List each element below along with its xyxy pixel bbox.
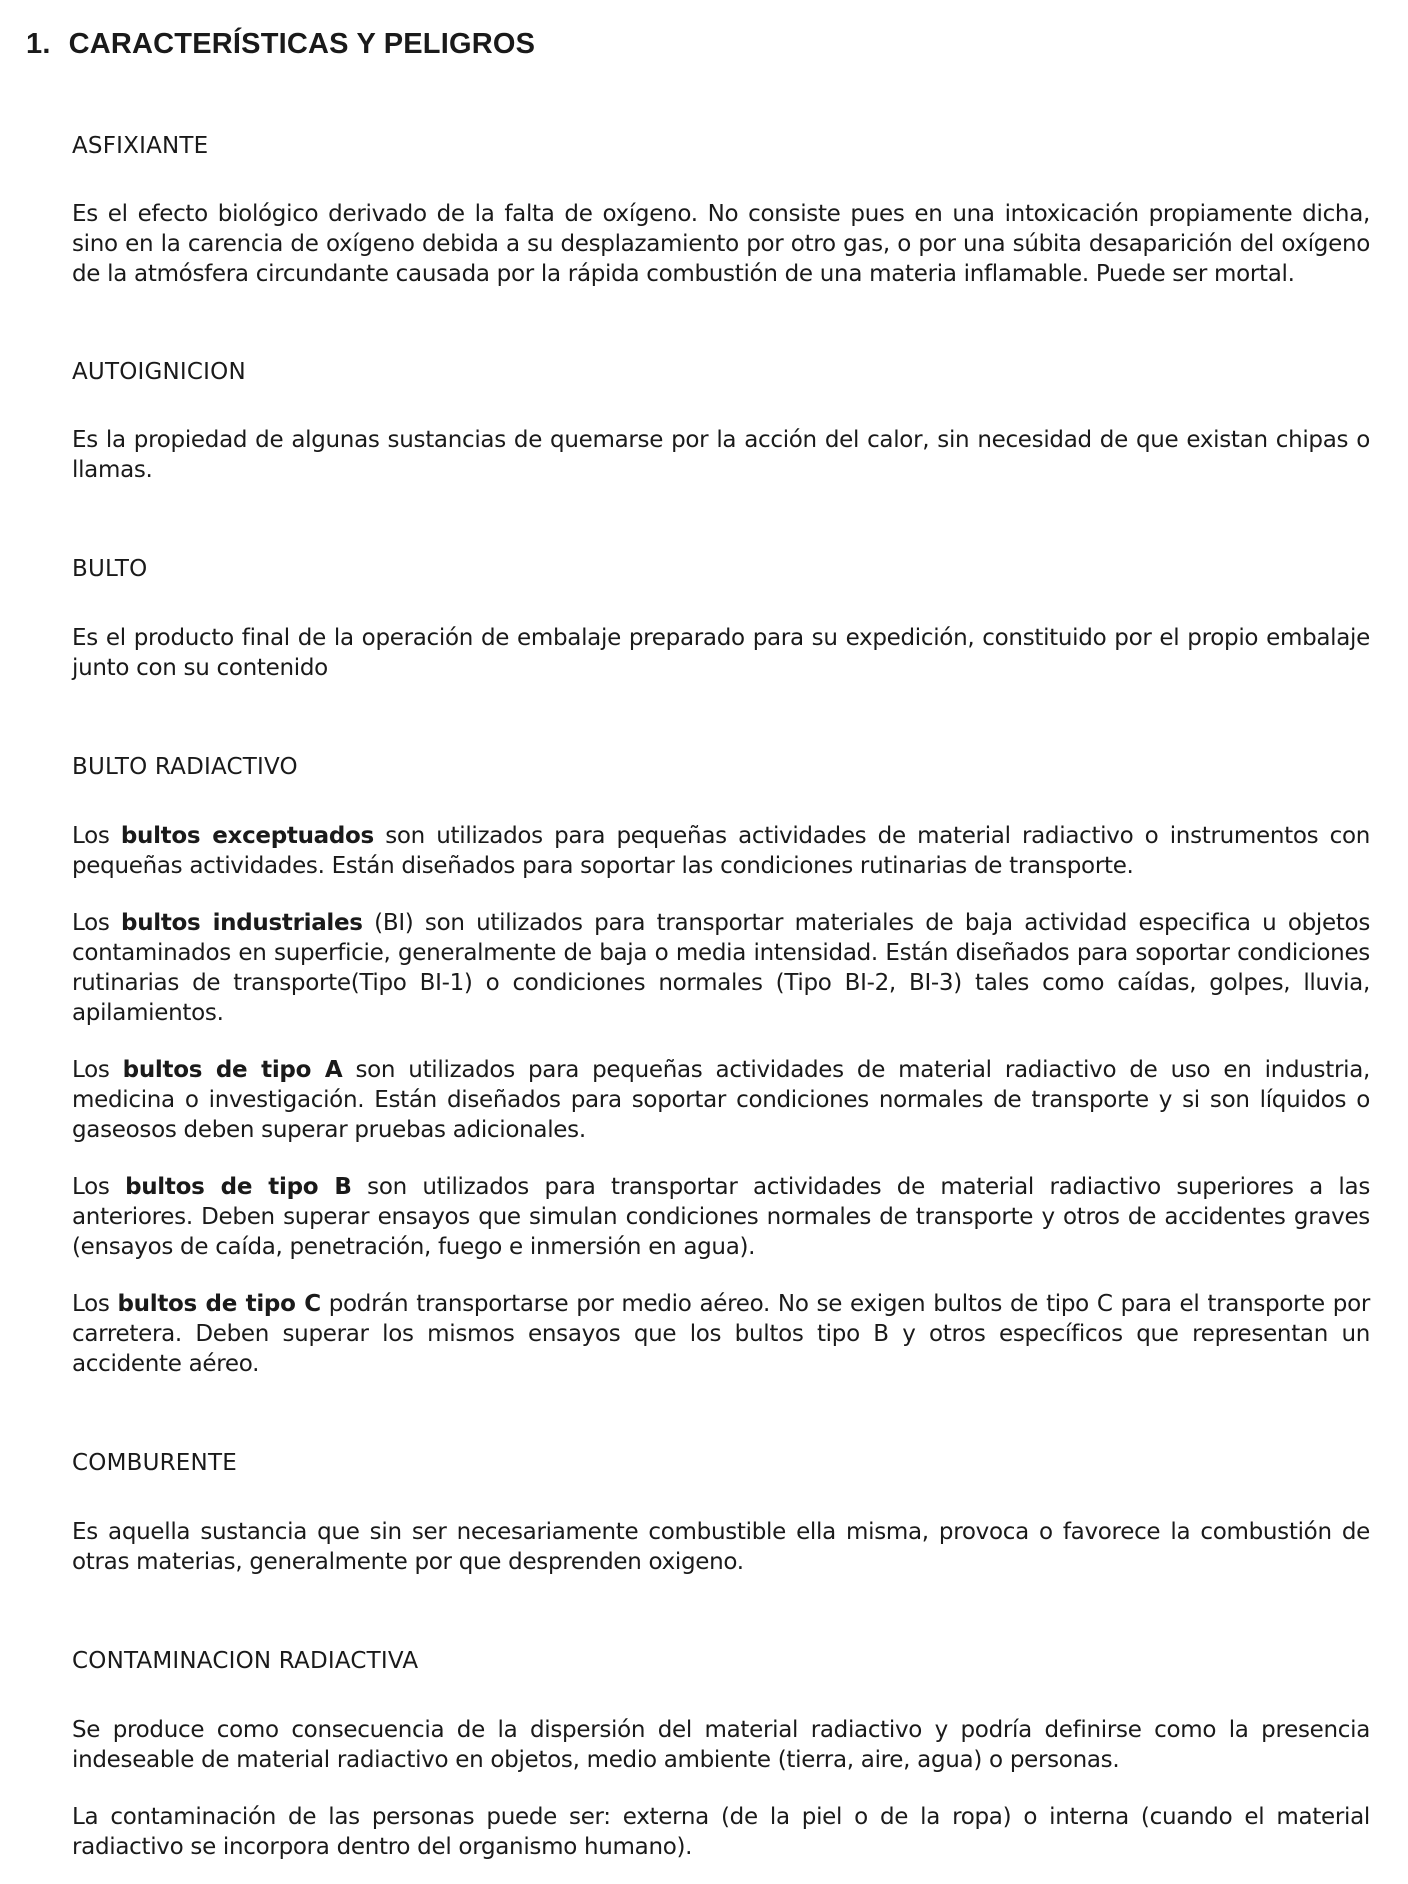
glossary-definition: Los bultos de tipo A son utilizados para pequeñas actividades de material radiactivo de uso en industria, medicina o investigación. Están diseñados para soportar condiciones normales de transporte y si son líquidos o gaseosos deben superar pruebas adicionales.: [72, 1057, 1371, 1143]
glossary-entry-bulto: [72, 554, 1370, 683]
glossary-term: CONTAMINACION RADIACTIVA: [72, 1648, 419, 1674]
glossary-term: BULTO: [72, 556, 148, 582]
glossary-definition: La contaminación de las personas puede ser: externa (de la piel o de la ropa) o interna (cuando el material radiactivo se incorpora dentro del organismo humano).: [72, 1804, 1370, 1860]
section-heading: [26, 28, 535, 61]
glossary-definition: Es el efecto biológico derivado de la falta de oxígeno. No consiste pues en una intoxicación propiamente dicha, sino en la carencia de oxígeno debida a su desplazamiento por otro gas, o por una súbita desaparición del oxígeno de la atmósfera circundante causada por la rápida combustión de una materia inflamable. Puede ser mortal.: [72, 201, 1370, 287]
glossary-definition: Es la propiedad de algunas sustancias de quemarse por la acción del calor, sin necesidad de que existan chipas o llamas.: [72, 427, 1370, 483]
glossary-definition: Es el producto final de la operación de embalaje preparado para su expedición, constituido por el propio embalaje junto con su contenido: [72, 625, 1370, 681]
glossary-definition: Es aquella sustancia que sin ser necesariamente combustible ella misma, provoca o favorece la combustión de otras materias, generalmente por que desprenden oxigeno.: [72, 1519, 1370, 1575]
glossary-term: ASFIXIANTE: [72, 133, 209, 159]
glossary-definition: Los bultos de tipo C podrán transportarse por medio aéreo. No se exigen bultos de tipo C para el transporte por carretera. Deben superar los mismos ensayos que los bultos tipo B y otros específicos que representan un accidente aéreo.: [72, 1291, 1371, 1377]
glossary-definition: Los bultos exceptuados son utilizados para pequeñas actividades de material radiactivo o instrumentos con pequeñas actividades. Están diseñados para soportar las condiciones rutinarias de transporte.: [72, 823, 1370, 879]
glossary-entry-autoignicion: [72, 357, 1370, 485]
glossary-entry-bulto-radiactivo: [72, 752, 1370, 1379]
glossary-definition: Los bultos de tipo B son utilizados para transportar actividades de material radiactivo superiores a las anteriores. Deben superar ensayos que simulan condiciones normales de transporte y otros de accidentes graves (ensayos de caída, penetración, fuego e inmersión en agua).: [72, 1174, 1370, 1260]
glossary-term: BULTO RADIACTIVO: [72, 754, 298, 780]
section-number: 1.: [26, 28, 51, 60]
glossary-entry-comburente: [72, 1448, 1370, 1577]
section-title: CARACTERÍSTICAS Y PELIGROS: [68, 28, 536, 60]
glossary-definition: Se produce como consecuencia de la dispersión del material radiactivo y podría definirse como la presencia indeseable de material radiactivo en objetos, medio ambiente (tierra, aire, agua) o personas.: [72, 1717, 1370, 1773]
glossary-term: AUTOIGNICION: [72, 359, 246, 385]
glossary-content: [72, 100, 1370, 1862]
glossary-entry-contaminacion-radiactiva: [72, 1646, 1370, 1862]
glossary-entry-asfixiante: [72, 131, 1370, 289]
glossary-definition: Los bultos industriales (BI) son utilizados para transportar materiales de baja actividad especifica u objetos contaminados en superficie, generalmente de baja o media intensidad. Están diseñados para soportar condiciones rutinarias de transporte(Tipo BI-1) o condiciones normales (Tipo BI-2, BI-3) tales como caídas, golpes, lluvia, apilamientos.: [72, 910, 1370, 1026]
glossary-term: COMBURENTE: [72, 1450, 237, 1476]
